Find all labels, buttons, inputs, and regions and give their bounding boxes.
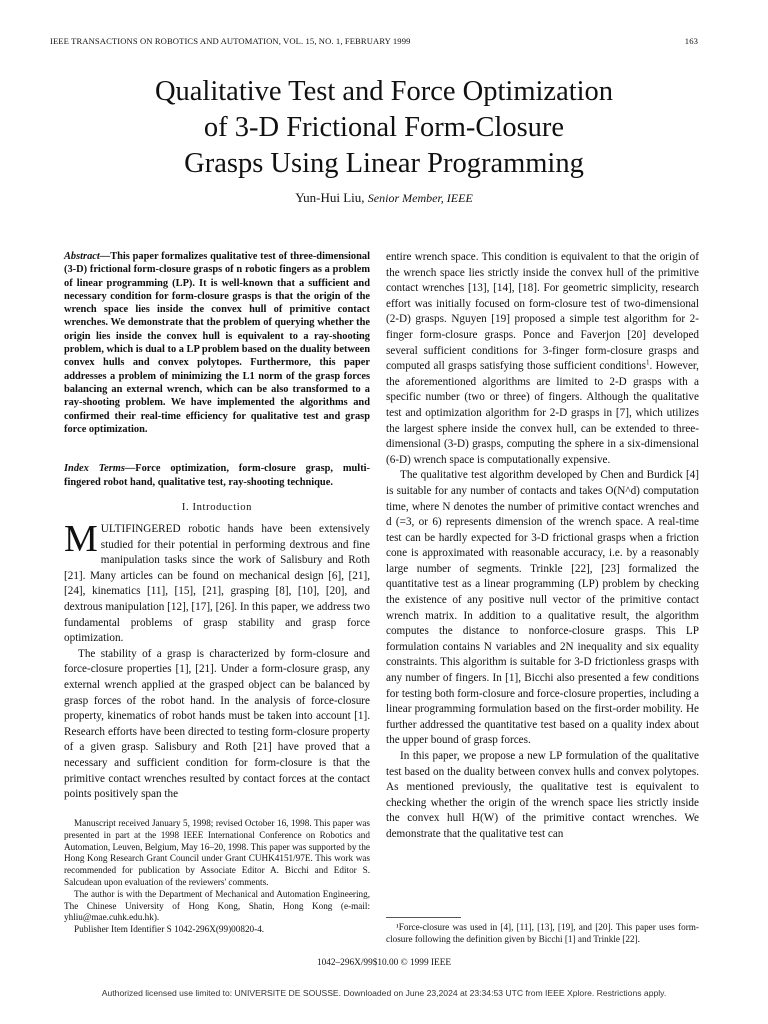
section-heading-introduction: I. Introduction <box>181 502 253 513</box>
title-line-1: Qualitative Test and Force Optimization <box>154 76 614 107</box>
right-column-body <box>386 250 699 843</box>
footnote: ¹Force-closure was used in [4], [11], [13], [19], and [20]. This paper uses form-closure following the definition given by Bicchi [1] and Trinkle [22]. <box>386 922 699 944</box>
intro-paragraph-1: ULTIFINGERED robotic hands have been extensively studied for their potential in performing dextrous and fine manipulation tasks since the work of Salisbury and Roth [21]. Many articles can be found on mechanical design [6], [21], [24], kinematics [11], [15], [21], grasping [8], [10], [20], and dextrous manipulation [12], [17], [26]. In this paper, we address two fundamental problems of grasp stability and grasp force optimization. <box>64 523 370 645</box>
index-terms-lead: Index Terms— <box>64 463 136 475</box>
drop-cap: M <box>64 518 98 560</box>
footnote-marker: 1 <box>645 358 650 367</box>
journal-header: IEEE TRANSACTIONS ON ROBOTICS AND AUTOMATION, VOL. 15, NO. 1, FEBRUARY 1999 <box>50 36 411 46</box>
paper-title <box>60 74 708 182</box>
publisher-identifier-note: Publisher Item Identifier S 1042-296X(99)00820-4. <box>74 924 265 935</box>
right-paragraph-1-part-b: . However, the aforementioned algorithms are limited to 2-D grasps with a specific number (two or three) of fingers. Although the qualitative test and optimization algorithm for 2-D grasps in [7], which utilizes the largest sphere inside the convex hull, can be extended to three-dimensional (3-D) grasps, computing the sphere in a six-dimensional (6-D) wrench space is computationally expensive. <box>386 360 699 466</box>
footnote-rule <box>386 917 461 918</box>
author-line <box>60 190 708 206</box>
intro-paragraph-2: The stability of a grasp is characterized by form-closure and force-closure properties [1], [21]. Under a form-closure grasp, any external wrench applied at the grasped object can be balanced by grasp forces of the robot hand. In the analysis of force-closure property, kinematics of robot hands must be taken into account [1]. Research efforts have been directed to testing form-closure property of a given grasp. Salisbury and Roth [21] have proved that a necessary and sufficient condition for form-closure is that the primitive contact wrenches resulted by contact forces at the contact points positively span the <box>64 647 370 801</box>
manuscript-note: Manuscript received January 5, 1998; revised October 16, 1998. This paper was presented in part at the 1998 IEEE International Conference on Robotics and Automation, Leuven, Belgium, May 16–20, 1998. This paper was supported by the Hong Kong Research Grant Council under Grant CUHK4151/97E. This work was recommended for publication by Associate Editor A. Bicchi and Editor S. Salcudean upon evaluation of the reviewers' comments. <box>64 818 370 887</box>
right-paragraph-3: In this paper, we propose a new LP formulation of the qualitative test based on the duality between convex hulls and convex polytopes. As mentioned previously, the qualitative test is equivalent to checking whether the origin of the wrench space lies strictly inside the convex hull H(W) of the primitive contact wrenches. We demonstrate that the qualitative test can <box>386 750 699 840</box>
right-paragraph-1-part-a: entire wrench space. This condition is equivalent to that the origin of the wrench space lies strictly inside the convex hull of the primitive contact wrenches [13], [14], [18]. For geometric simplicity, research effort was initially focused on form-closure test of two-dimensional (2-D) grasps. Nguyen [19] proposed a simple test algorithm for 2-finger form-closure grasps. Ponce and Faverjon [20] developed several sufficient conditions for 3-finger form-closure grasps and computed all grasps satisfying those sufficient conditions <box>386 251 699 373</box>
first-page-notes <box>64 818 370 936</box>
index-terms-text: Force optimization, form-closure grasp, multi-fingered robot hand, qualitative test, ray-shooting technique. <box>64 463 370 488</box>
right-paragraph-2: The qualitative test algorithm developed by Chen and Burdick [4] is suitable for any number of contacts and takes O(N^d) computation time, where N denotes the number of primitive contact wrenches and d (=3, or 6) represents dimension of the wrench space. A real-time test can be hardly expected for 3-D frictional grasps when a friction cone is approximated with reasonable accuracy, i.e. by a reasonably large number of segments. Trinkle [22], [23] formalized the quantitative test as a linear programming (LP) problem by checking the existence of any positive null vector of the primitive contact wrench matrix. In addition to a qualitative result, the algorithm computes the distance to nonforce-closure grasps. This LP formulation contains N variables and 2N inequality and six equality constraints. This algorithm is suitable for 3-D frictionless grasps with any number of fingers. In [1], Bicchi also presented a few conditions for testing both form-closure and force-closure properties, including a linear programming formulation based on the first-order mobility. He further addressed the quantitative test based on a quality index about the upper bound of grasp forces. <box>386 469 699 747</box>
index-terms <box>64 452 370 499</box>
author-name: Yun-Hui Liu, <box>295 190 365 205</box>
page-number: 163 <box>684 36 698 46</box>
running-header <box>50 36 698 46</box>
copyright-line: 1042–296X/99$10.00 © 1999 IEEE <box>316 958 452 968</box>
abstract <box>64 250 370 436</box>
author-role: Senior Member, IEEE <box>367 191 473 205</box>
introduction-body <box>64 518 370 803</box>
title-line-2: of 3-D Frictional Form-Closure <box>203 112 565 143</box>
title-line-3: Grasps Using Linear Programming <box>184 148 584 179</box>
abstract-lead: Abstract— <box>64 251 111 262</box>
right-paragraph-1 <box>386 250 699 468</box>
license-notice: Authorized licensed use limited to: UNIVERSITE DE SOUSSE. Downloaded on June 23,2024 at 23:34:53 UTC from IEEE Xplore. Restrictions apply. <box>101 988 667 998</box>
abstract-text: This paper formalizes qualitative test of three-dimensional (3-D) frictional form-closure grasps of n robotic fingers as a problem of linear programming (LP). It is well-known that a sufficient and necessary condition for form-closure grasps is that the origin of the wrench space lies inside the convex hull of primitive contact wrenches. We demonstrate that the problem of querying whether the origin lies inside the convex hull is equivalent to a ray-shooting problem, which is dual to a LP problem based on the duality between convex hulls and convex polytopes. Furthermore, this paper addresses a problem of minimizing the L1 norm of the grasp forces balancing an external wrench, which can be also transformed to a ray-shooting problem. We have implemented the algorithms and confirmed their real-time efficiency for qualitative test and grasp force optimization. <box>64 251 370 435</box>
author-affiliation-note: The author is with the Department of Mechanical and Automation Engineering, The Chinese University of Hong Kong, Shatin, Hong Kong (e-mail: yhliu@mae.cuhk.edu.hk). <box>64 888 370 923</box>
